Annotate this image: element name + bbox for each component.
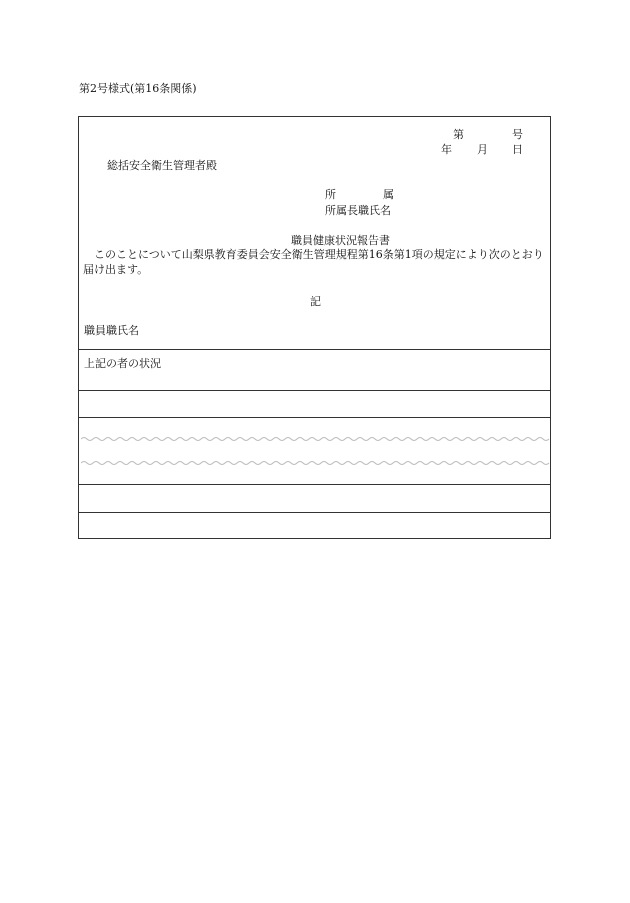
divider [79,390,550,391]
date-year: 年 [441,143,452,156]
number-prefix: 第 [453,128,464,141]
number-suffix: 号 [512,128,523,141]
report-form [78,116,551,539]
body-text-content: このことについて山梨県教育委員会安全衛生管理規程第16条第1項の規定により次のとおり届け出ます。 [83,248,544,276]
divider [79,349,550,350]
omission-wave-line [81,436,550,442]
divider [79,484,550,485]
affiliation-label-first: 所 [325,188,336,201]
divider [79,417,550,418]
head-name-label: 所属長職氏名 [325,204,391,217]
affiliation-label-second: 属 [383,188,394,201]
form-title: 第2号様式(第16条関係) [79,82,197,95]
omission-wave-line [81,460,550,466]
employee-name-label: 職員職氏名 [84,324,139,337]
document-title: 職員健康状況報告書 [291,234,390,247]
status-label: 上記の者の状況 [84,357,161,370]
note-heading: 記 [310,295,321,308]
divider [79,512,550,513]
body-text [83,247,549,277]
addressee: 総括安全衛生管理者殿 [107,159,217,172]
date-day: 日 [512,143,523,156]
date-month: 月 [477,143,488,156]
